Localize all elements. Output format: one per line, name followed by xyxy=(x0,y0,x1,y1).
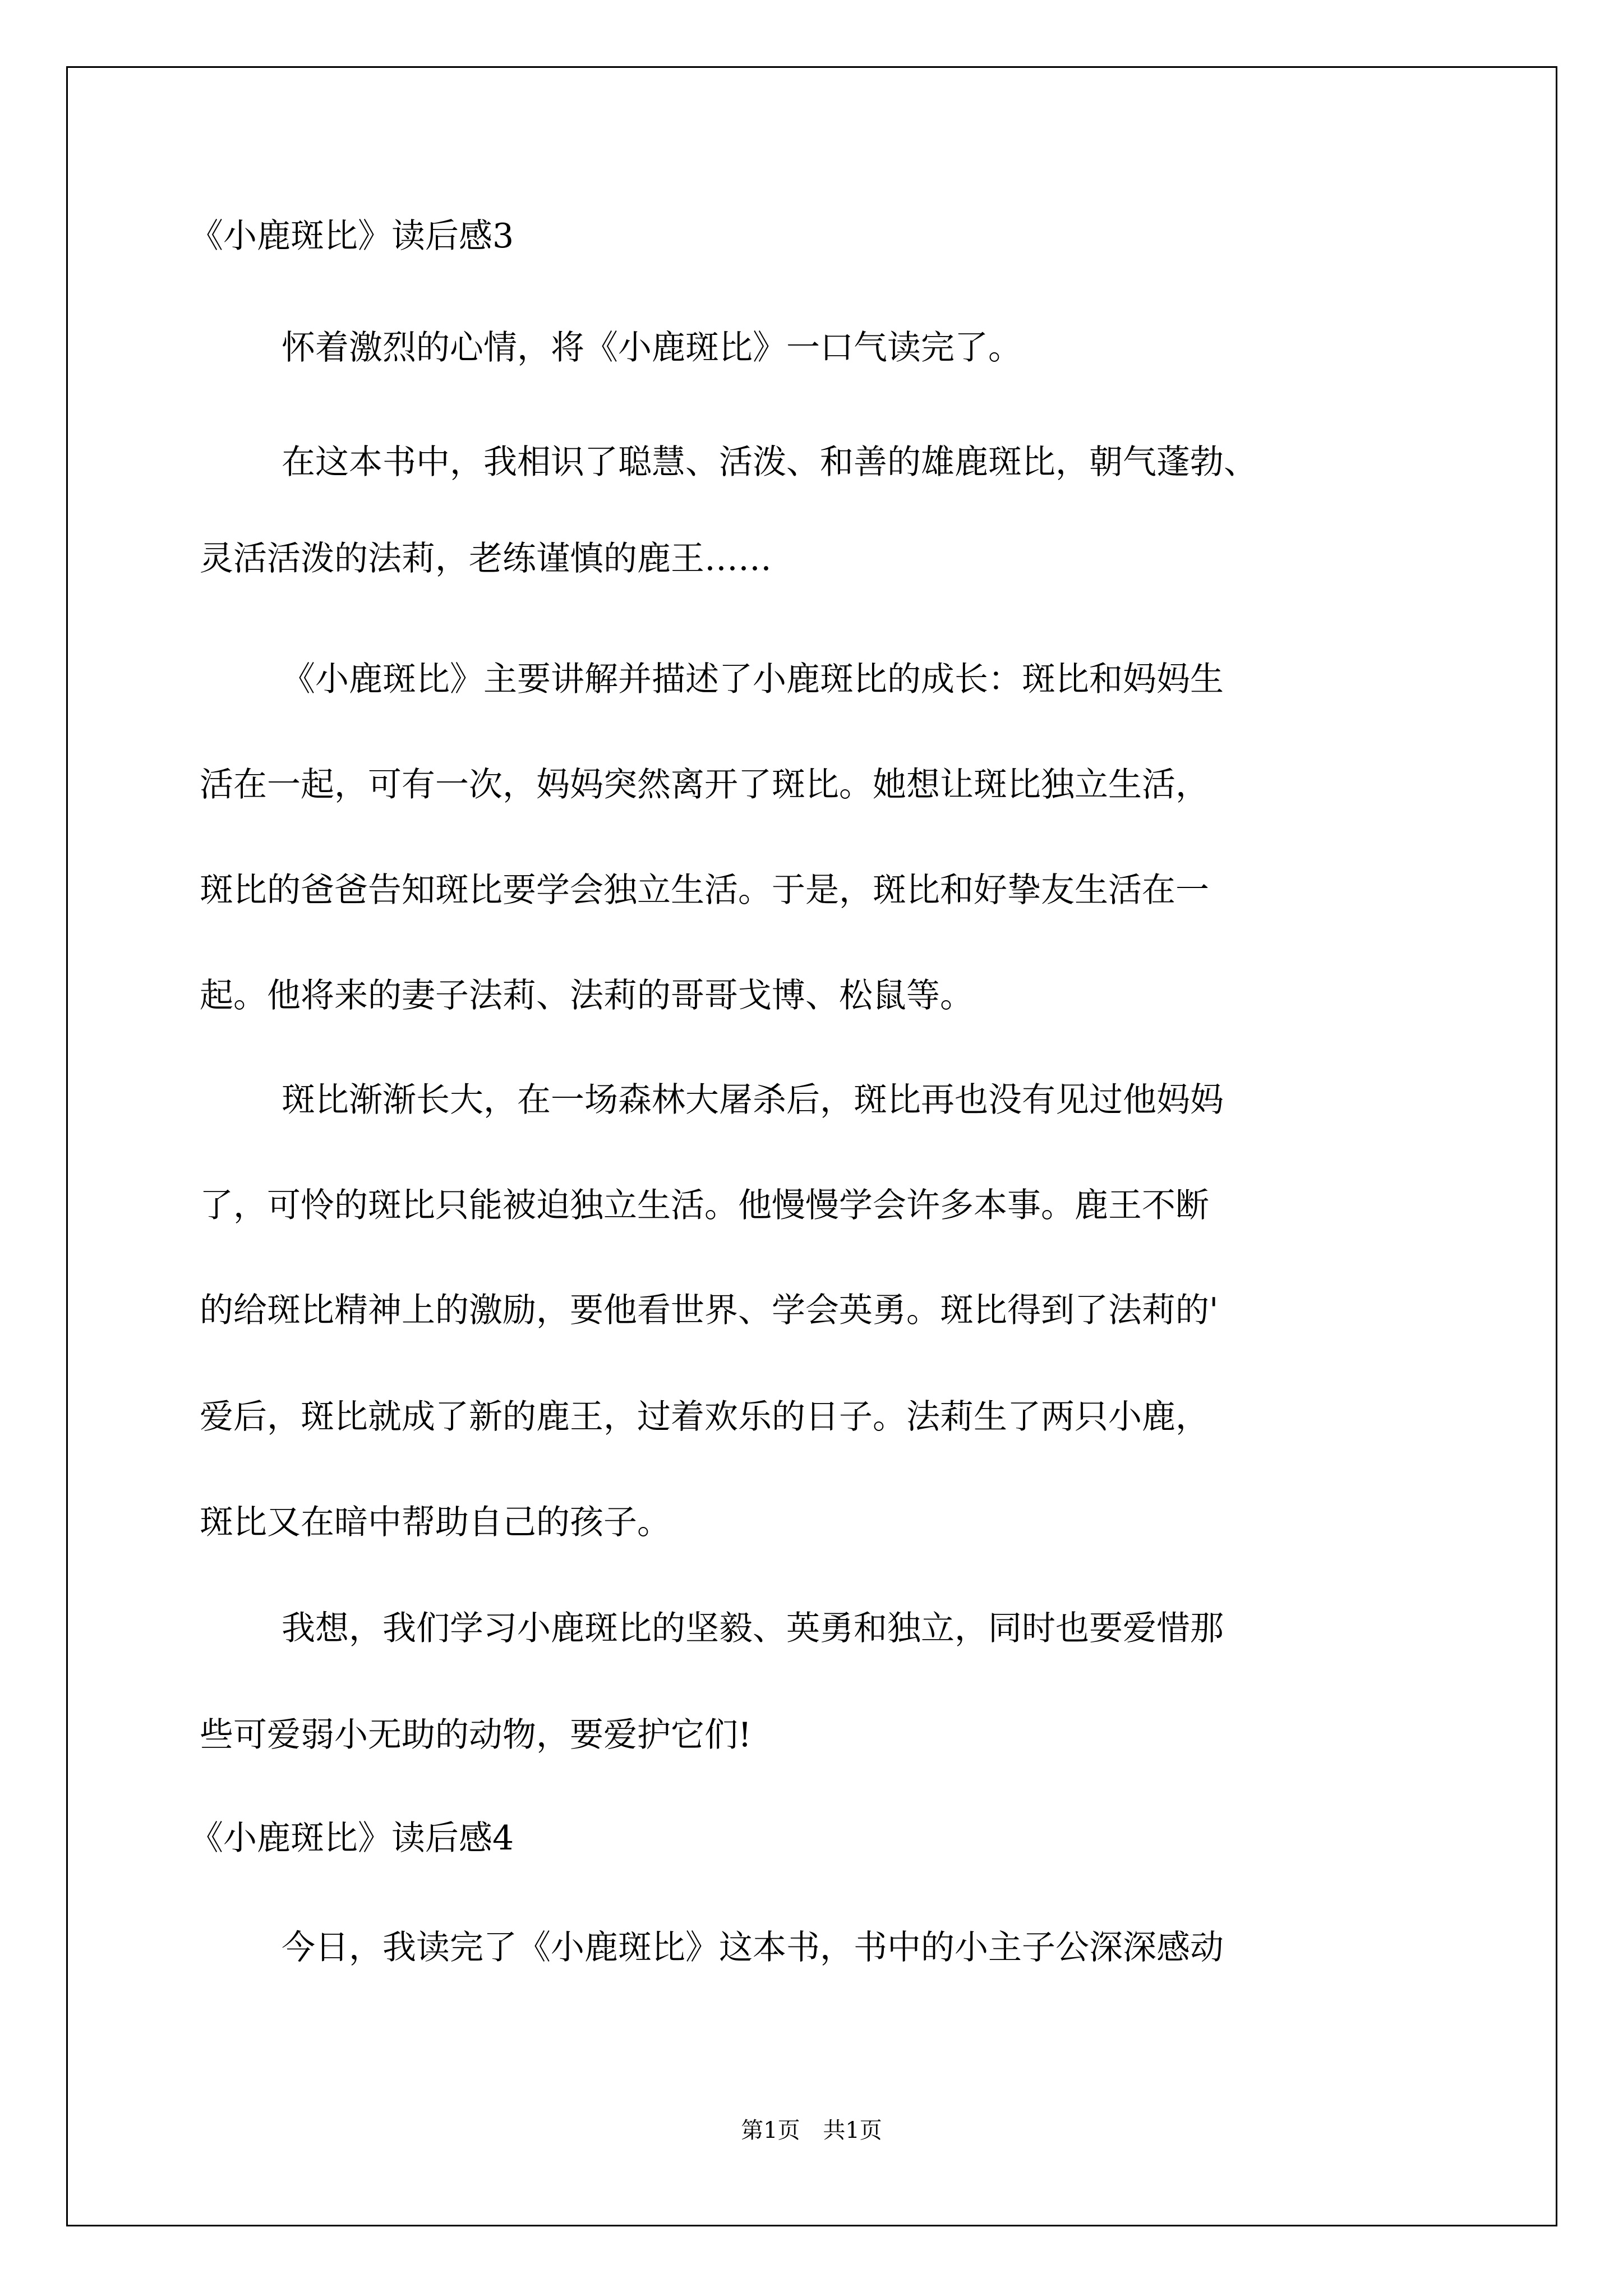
text-line: 爱后，斑比就成了新的鹿王，过着欢乐的日子。法莉生了两只小鹿， xyxy=(200,1397,1209,1437)
text-line: 些可爱弱小无助的动物，要爱护它们! xyxy=(200,1715,752,1755)
page-total: 共1页 xyxy=(823,2118,882,2143)
text-line: 怀着激烈的心情，将《小鹿斑比》一口气读完了。 xyxy=(282,328,1022,367)
text-line: 斑比又在暗中帮助自己的孩子。 xyxy=(200,1503,671,1542)
section-title: 《小鹿斑比》读后感3 xyxy=(190,217,514,256)
text-line: 活在一起，可有一次，妈妈突然离开了斑比。她想让斑比独立生活， xyxy=(200,765,1209,804)
text-line: 《小鹿斑比》主要讲解并描述了小鹿斑比的成长：斑比和妈妈生 xyxy=(282,660,1224,699)
text-line: 灵活活泼的法莉，老练谨慎的鹿王…… xyxy=(200,539,772,578)
text-line: 斑比渐渐长大，在一场森林大屠杀后，斑比再也没有见过他妈妈 xyxy=(282,1080,1224,1120)
text-line: 在这本书中，我相识了聪慧、活泼、和善的雄鹿斑比，朝气蓬勃、 xyxy=(282,443,1257,482)
text-line: 我想，我们学习小鹿斑比的坚毅、英勇和独立，同时也要爱惜那 xyxy=(282,1609,1224,1648)
page-border xyxy=(66,66,1557,2226)
text-line: 斑比的爸爸告知斑比要学会独立生活。于是，斑比和好挚友生活在一 xyxy=(200,871,1209,910)
text-line: 的给斑比精神上的激励，要他看世界、学会英勇。斑比得到了法莉的' xyxy=(200,1291,1219,1330)
text-line: 了，可怜的斑比只能被迫独立生活。他慢慢学会许多本事。鹿王不断 xyxy=(200,1186,1209,1225)
section-title: 《小鹿斑比》读后感4 xyxy=(190,1819,514,1858)
text-line: 今日，我读完了《小鹿斑比》这本书，书中的小主子公深深感动 xyxy=(282,1928,1224,1967)
page-footer xyxy=(0,2115,1623,2146)
text-line: 起。他将来的妻子法莉、法莉的哥哥戈博、松鼠等。 xyxy=(200,976,974,1015)
page-number: 第1页 xyxy=(741,2118,800,2143)
